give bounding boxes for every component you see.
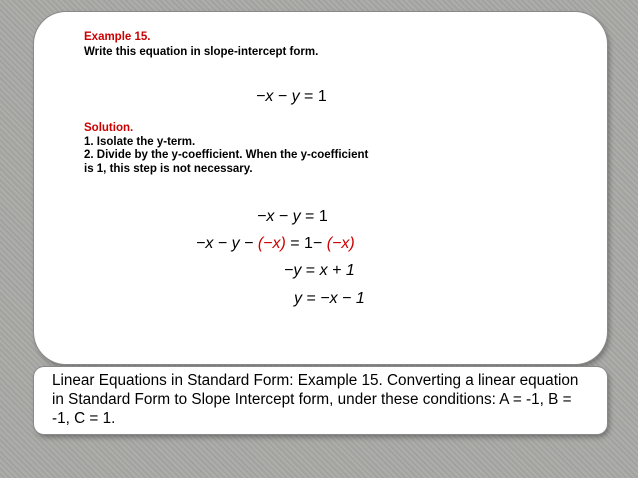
step-equation-4 xyxy=(294,290,365,308)
step4-left: y xyxy=(294,290,302,307)
step3-sign: = xyxy=(301,262,320,279)
step3-right: x + 1 xyxy=(319,262,355,279)
step4-sign: = xyxy=(302,290,321,307)
step-equation-3 xyxy=(284,262,355,280)
solution-step-1: 1. Isolate the y-term. xyxy=(84,135,196,148)
step-equation-2 xyxy=(196,235,355,253)
solution-step-2-line-2: is 1, this step is not necessary. xyxy=(84,162,253,175)
caption-text: Linear Equations in Standard Form: Example 15. Converting a linear equation in Standard Form to Slope Intercept form, under these conditions: A = -1, B = -1, C = 1. xyxy=(52,372,579,427)
example-instruction: Write this equation in slope-intercept form. xyxy=(84,46,319,58)
step1-left: −x − y xyxy=(257,208,301,225)
step2-left-red: (−x) xyxy=(257,235,286,252)
step2-right: 1− xyxy=(304,235,327,252)
step2-right-red: (−x) xyxy=(326,235,355,252)
given-eq-sign: = xyxy=(299,88,318,105)
step1-right: 1 xyxy=(318,208,328,225)
step4-right: −x − 1 xyxy=(320,290,365,307)
solution-block xyxy=(84,122,444,176)
example-header xyxy=(84,30,318,60)
given-eq-right: 1 xyxy=(317,88,327,105)
step-equation-1 xyxy=(257,208,328,226)
caption-box xyxy=(34,367,607,434)
solution-heading: Solution. xyxy=(84,122,134,134)
solution-step-2-line-1: 2. Divide by the y-coefficient. When the y-coefficient xyxy=(84,149,369,161)
step3-left: −y xyxy=(284,262,302,279)
example-title: Example 15. xyxy=(84,31,151,43)
slide-panel xyxy=(34,12,607,364)
step1-sign: = xyxy=(300,208,319,225)
given-eq-left: −x − y xyxy=(256,88,300,105)
step2-sign: = xyxy=(285,235,305,252)
step2-left: −x − y − xyxy=(196,235,258,252)
given-equation xyxy=(256,88,327,106)
